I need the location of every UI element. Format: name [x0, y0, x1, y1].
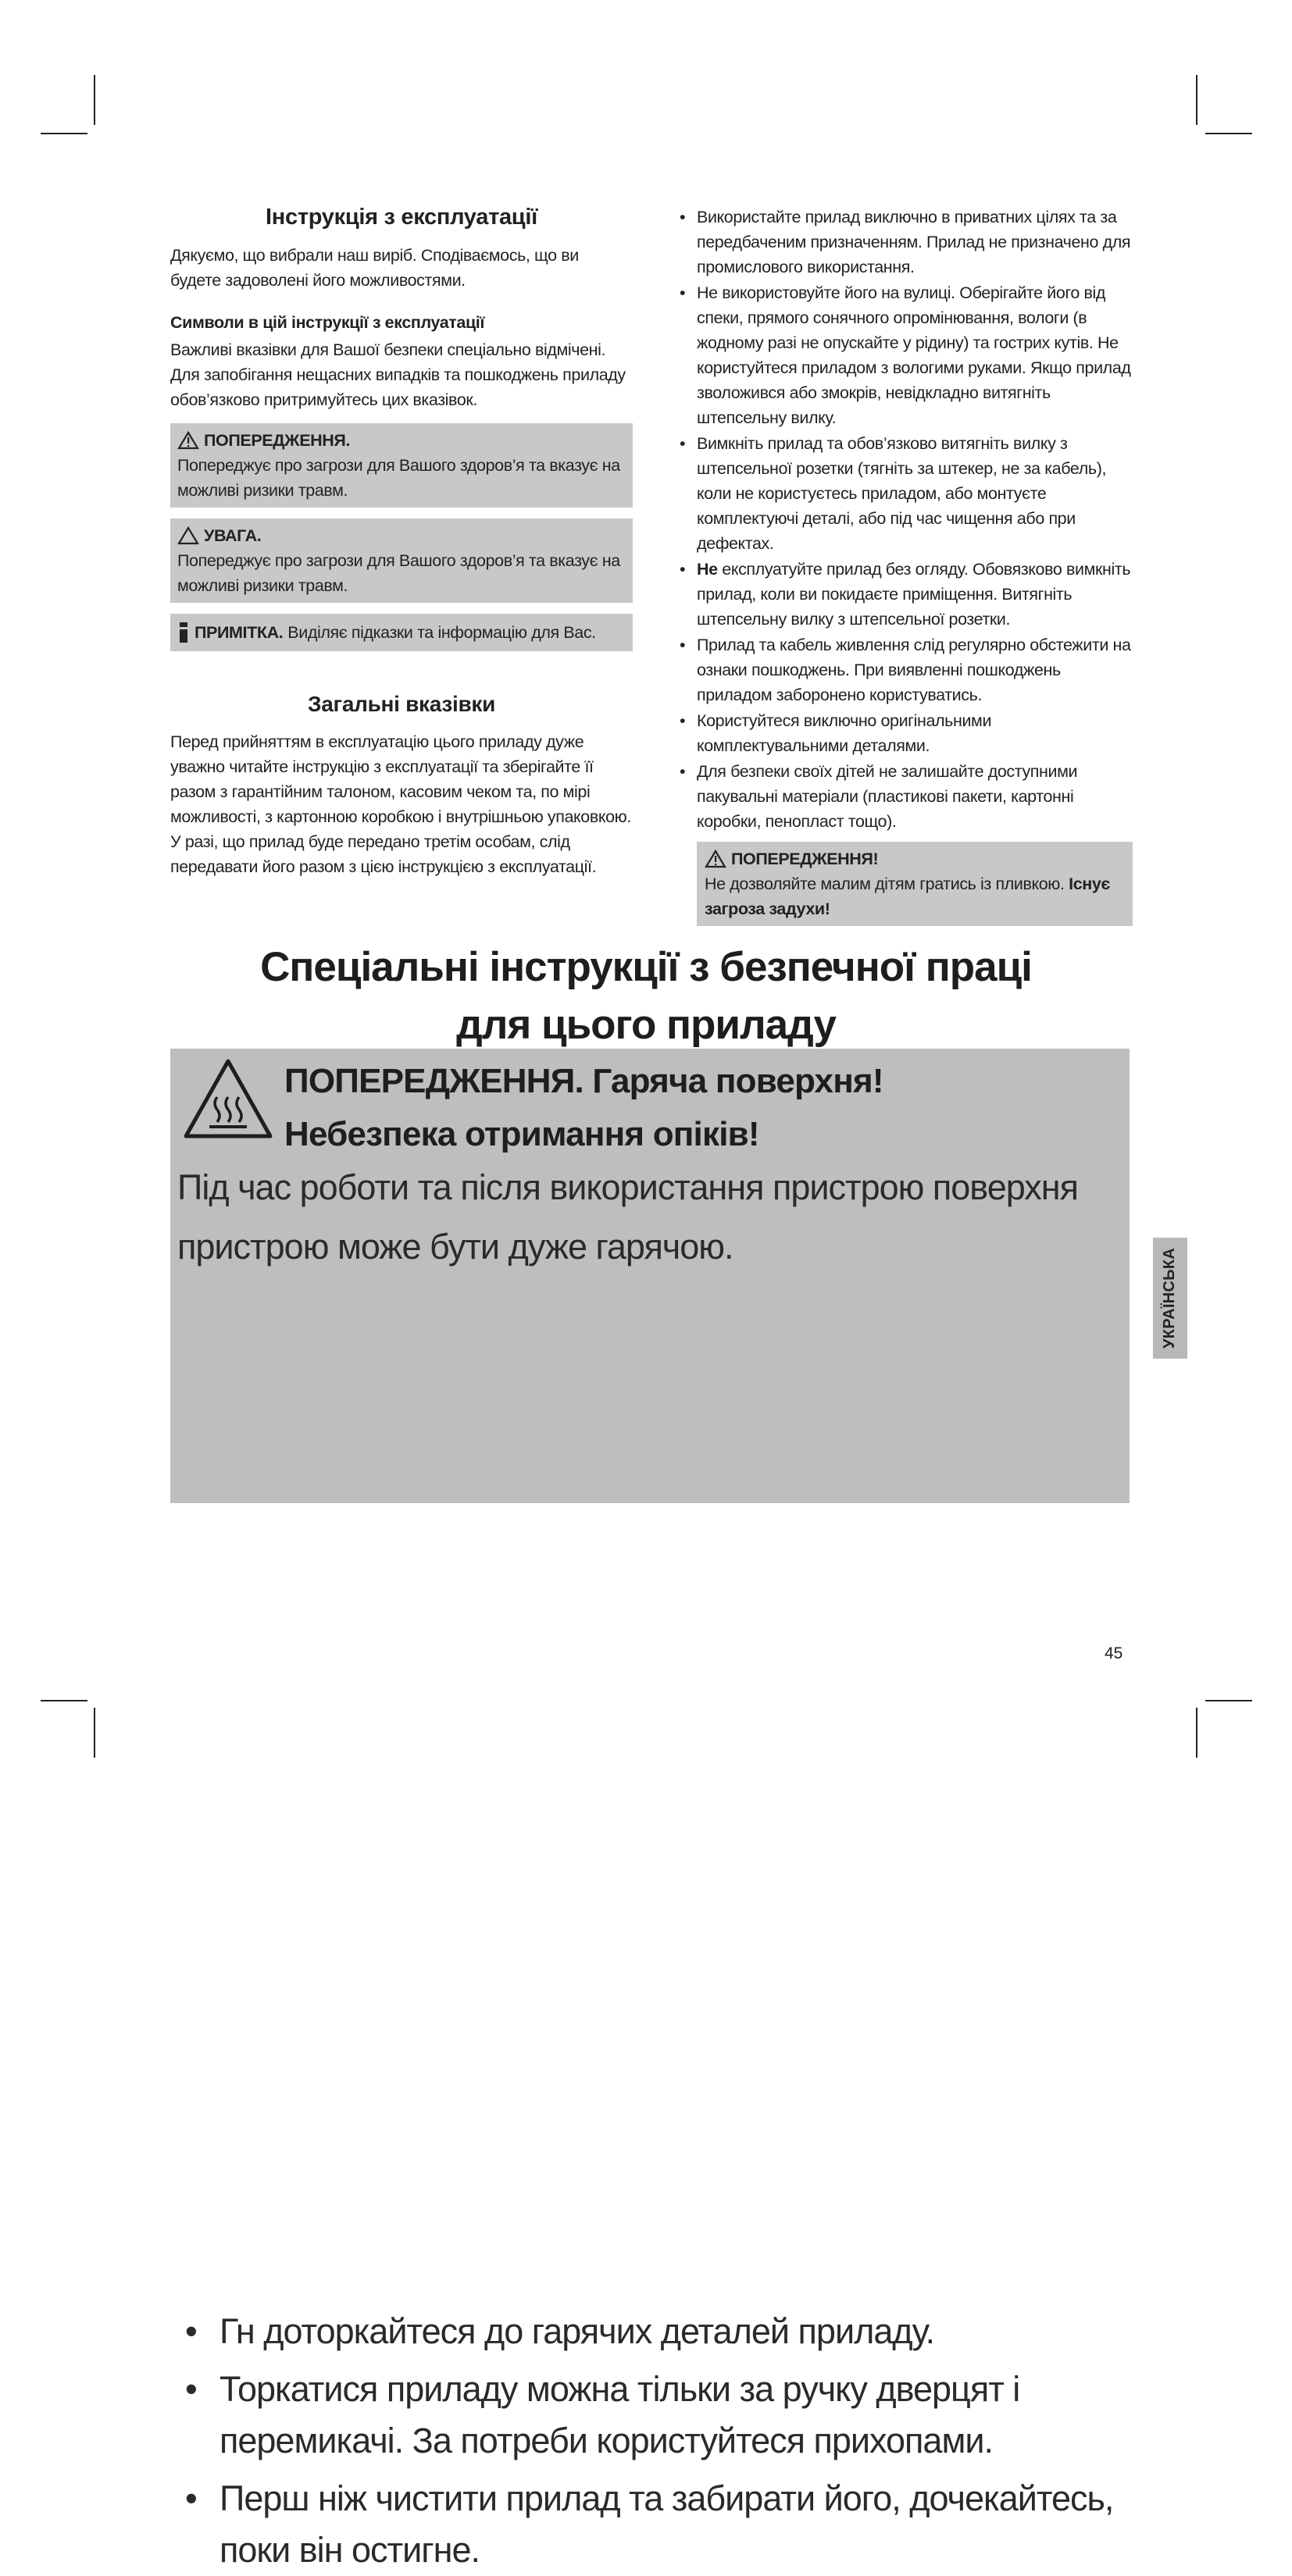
symbols-text: Важливі вказівки для Вашої безпеки спеціально відмічені. Для запобігання нещасних випадків та пошкоджень приладу обов’язково притримуйтесь цих вказівок. — [170, 340, 626, 409]
list-item: • Гн доторкайтеся до гарячих деталей приладу. — [185, 2311, 935, 2351]
list-item: • Прилад та кабель живлення слід регулярно обстежити на ознаки пошкоджень. При виявленні пошкоджень приладом заборонено користуватись. — [680, 636, 1131, 704]
child-warning-heading: ПОПЕРЕДЖЕННЯ! — [731, 850, 879, 868]
language-tab-label: УКРАЇНСЬКА — [1161, 1247, 1179, 1349]
child-warning-bold: Існує загроза задухи! — [705, 875, 1110, 918]
intro-text: Дякуємо, що вибрали наш виріб. Сподіваємось, що ви будете задоволені його можливостями. — [170, 246, 579, 290]
crop-mark — [94, 1708, 95, 1758]
caution-heading: УВАГА. — [204, 526, 262, 545]
info-icon — [177, 622, 190, 643]
special-title — [0, 939, 1292, 1054]
crop-mark — [1205, 133, 1252, 134]
warning-heading: ПОПЕРЕДЖЕННЯ. — [204, 431, 351, 450]
doc-title: Інструкція з експлуатації — [266, 205, 537, 230]
special-title-line2: для цього приладу — [456, 1002, 836, 1048]
note-text: Виділяє підказки та інформацію для Вас. — [287, 623, 596, 642]
symbols-heading: Символи в цій інструкції з експлуатації — [170, 313, 484, 332]
caution-text: Попереджує про загрози для Вашого здоров’я та вказує на можливі ризики травм. — [177, 551, 620, 595]
note-heading: ПРИМІТКА. — [195, 623, 284, 642]
list-item: • Вимкніть прилад та обов’язково витягніть вилку з штепсельної розетки (тягніть за штекер, не за кабель), коли не користуєтесь приладом, або монтуєте комплектуючі деталі, або під час чищення або при дефектах. — [680, 434, 1107, 553]
left-column — [170, 205, 633, 879]
crop-mark — [1196, 75, 1197, 125]
warning-text: Попереджує про загрози для Вашого здоров’я та вказує на можливі ризики травм. — [177, 456, 620, 500]
warning-box — [170, 423, 633, 508]
page-number: 45 — [1105, 1644, 1123, 1662]
language-tab — [1153, 1238, 1187, 1359]
list-item: • Користуйтеся виключно оригінальними комплектувальними деталями. — [680, 711, 992, 755]
hot-surface-warning-icon — [181, 1056, 275, 1142]
right-column — [668, 205, 1133, 926]
child-warning-text: Не дозволяйте малим дітям гратись із пливкою. — [705, 875, 1065, 893]
general-text: Перед прийняттям в експлуатацію цього приладу дуже уважно читайте інструкцію з експлуатації та зберігайте її разом з гарантійним талоном, касовим чеком та, по мірі можливості, з картонною коробкою і внутрішньою упаковкою. У разі, що прилад буде передано третім особам, слід передавати його разом з цією інструкцією з експлуатації. — [170, 732, 631, 876]
caution-box — [170, 518, 633, 603]
safety-list — [668, 205, 1133, 834]
warning-icon — [177, 431, 199, 450]
crop-mark — [41, 1700, 87, 1701]
caution-icon — [177, 526, 199, 545]
list-item: • Перш ніж чистити прилад та забирати його, дочекайтесь, поки він остигне. — [185, 2478, 1114, 2570]
crop-mark — [1205, 1700, 1252, 1701]
list-item: • Торкатися приладу можна тільки за ручку дверцят і перемикачі. За потреби користуйтеся прихопами. — [185, 2369, 1020, 2460]
list-item: • Для безпеки своїх дітей не залишайте доступними пакувальні матеріали (пластикові пакети, картонні коробки, пенопласт тощо). — [680, 762, 1078, 831]
special-title-line1: Спеціальні інструкції з безпечної праці — [260, 944, 1032, 990]
warning-icon — [705, 850, 726, 868]
hot-warning-heading-2: Небезпека отримання опіків! — [284, 1115, 759, 1153]
note-box — [170, 614, 633, 651]
crop-mark — [94, 75, 95, 125]
general-heading: Загальні вказівки — [308, 692, 495, 716]
hot-warning-heading-1: ПОПЕРЕДЖЕННЯ. Гаряча поверхня! — [284, 1062, 883, 1100]
crop-mark — [1196, 1708, 1197, 1758]
crop-mark — [41, 133, 87, 134]
hot-warning-list — [177, 2306, 1124, 2576]
list-item: • Не експлуатуйте прилад без огляду. Обовязково вимкніть прилад, коли ви покидаєте приміщення. Витягніть штепсельну вилку з штепсельної розетки. — [680, 560, 1131, 629]
hot-warning-intro: Під час роботи та після використання пристрою поверхня пристрою може бути дуже гарячою. — [177, 1167, 1078, 1267]
child-warning-box — [697, 842, 1133, 926]
list-item: • Не використовуйте його на вулиці. Оберігайте його від спеки, прямого сонячного опромінювання, вологи (в жодному разі не опускайте у рідину) та гострих кутів. Не користуйтеся приладом з вологими руками. Якщо прилад зволожився або змокрів, невідкладно витягніть штепсельну вилку. — [680, 283, 1131, 427]
list-item: • Використайте прилад виключно в приватних цілях та за передбаченим призначенням. Прилад не призначено для промислового використання. — [680, 208, 1131, 276]
